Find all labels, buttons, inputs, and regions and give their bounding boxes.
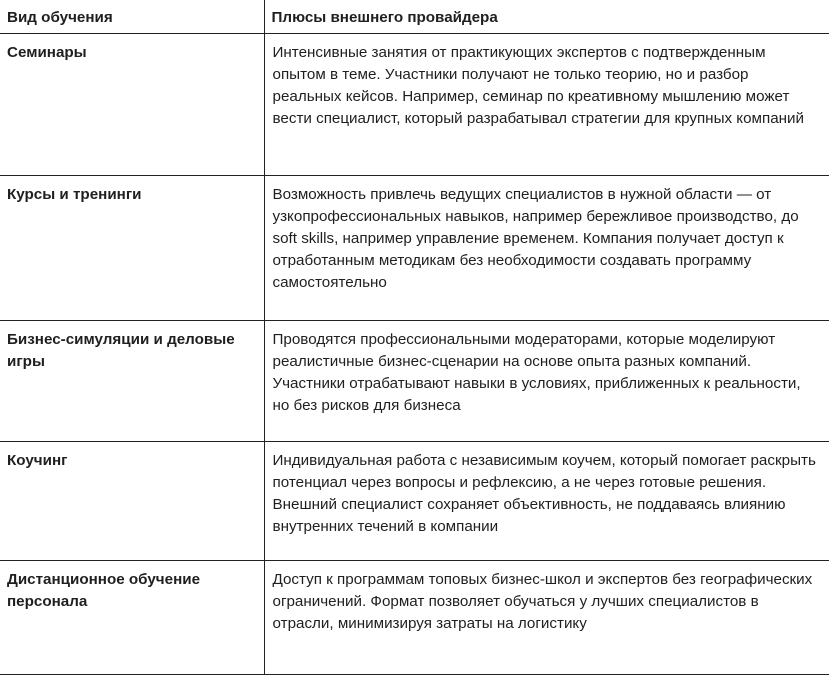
table-row <box>0 34 829 176</box>
training-type-cell: Дистанционное обучение персонала <box>0 561 264 675</box>
table-row <box>0 176 829 321</box>
benefits-cell: Интенсивные занятия от практикующих экспертов с подтвержденным опытом в теме. Участники получают не только теорию, но и разбор реальных кейсов. Например, семинар по креативному мышлению может вести специалист, который разрабатывал стратегии для крупных компаний <box>264 34 829 176</box>
training-type-cell: Семинары <box>0 34 264 176</box>
training-type-cell: Бизнес-симуляции и деловые игры <box>0 321 264 442</box>
table-row <box>0 561 829 675</box>
table-row <box>0 321 829 442</box>
table-row <box>0 442 829 561</box>
benefits-cell: Проводятся профессиональными модераторами, которые моделируют реалистичные бизнес-сценарии на основе опыта разных компаний. Участники отрабатывают навыки в условиях, приближенных к реальности, но без рисков для бизнеса <box>264 321 829 442</box>
benefits-cell: Доступ к программам топовых бизнес-школ и экспертов без географических ограничений. Формат позволяет обучаться у лучших специалистов в отрасли, минимизируя затраты на логистику <box>264 561 829 675</box>
header-training-type: Вид обучения <box>0 0 264 34</box>
benefits-cell: Индивидуальная работа с независимым коучем, который помогает раскрыть потенциал через вопросы и рефлексию, а не через готовые решения. Внешний специалист сохраняет объективность, не поддаваясь влиянию внутренних течений в компании <box>264 442 829 561</box>
training-type-cell: Коучинг <box>0 442 264 561</box>
training-type-cell: Курсы и тренинги <box>0 176 264 321</box>
table-header-row <box>0 0 829 34</box>
header-provider-benefits: Плюсы внешнего провайдера <box>264 0 829 34</box>
benefits-cell: Возможность привлечь ведущих специалистов в нужной области — от узкопрофессиональных навыков, например бережливое производство, до soft skills, например управление временем. Компания получает доступ к отработанным методикам без необходимости создавать программу самостоятельно <box>264 176 829 321</box>
